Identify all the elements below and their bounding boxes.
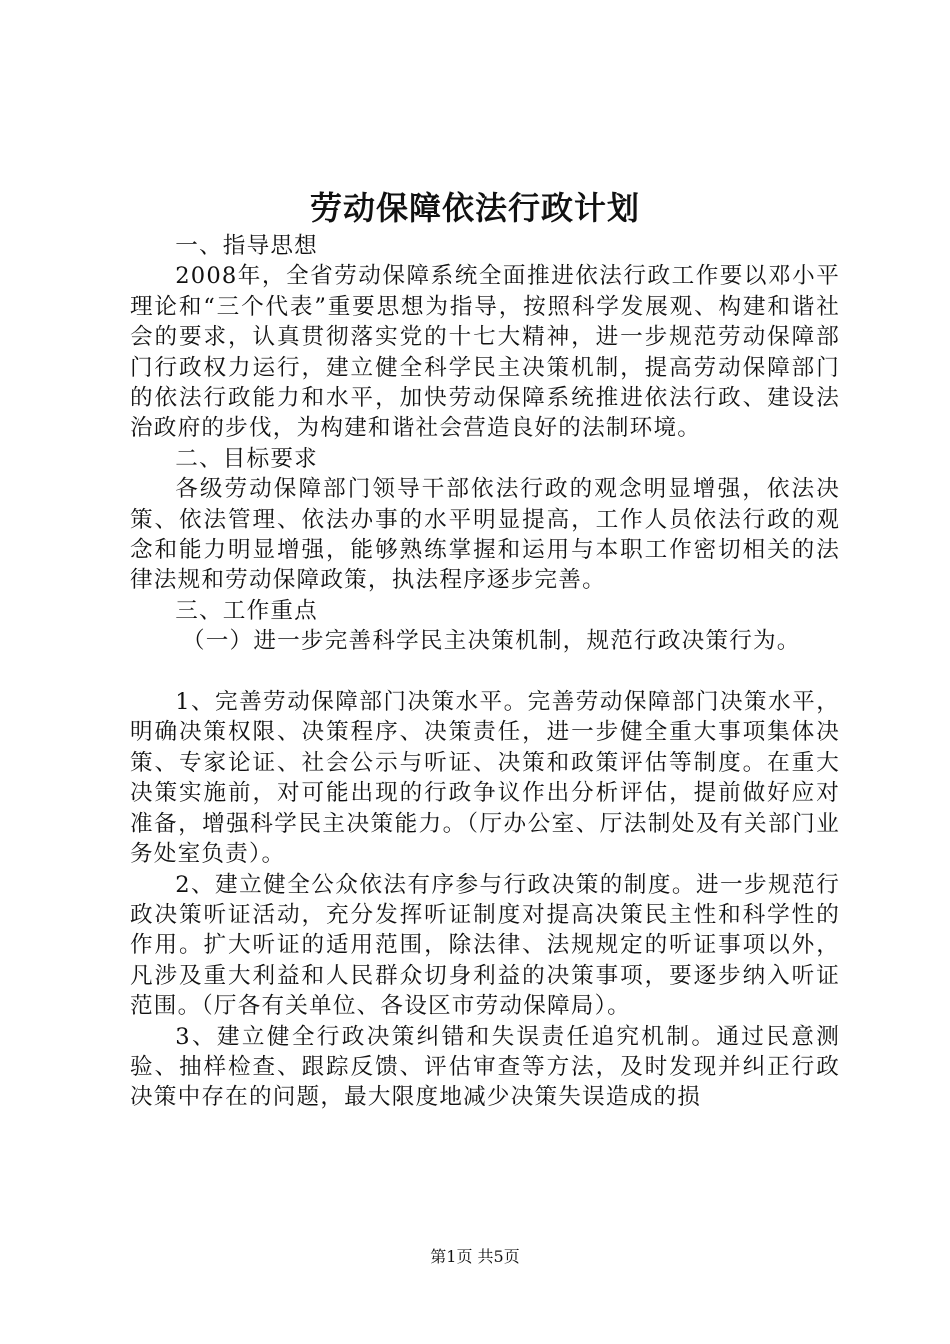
blank-line — [130, 657, 840, 687]
paragraph-guiding-ideology: 2008年，全省劳动保障系统全面推进依法行政工作要以邓小平理论和“三个代表”重要思想为指导，按照科学发展观、构建和谐社会的要求，认真贯彻落实党的十七大精神，进一步规范劳动保障部门行政权力运行，建立健全科学民主决策机制，提高劳动保障部门的依法行政能力和水平，加快劳动保障系统推进依法行政、建设法治政府的步伐，为构建和谐社会营造良好的法制环境。 — [130, 263, 840, 442]
paragraph-item-3: 3、建立健全行政决策纠错和失误责任追究机制。通过民意测验、抽样检查、跟踪反馈、评估审查等方法，及时发现并纠正行政决策中存在的问题，最大限度地减少决策失误造成的损 — [130, 1023, 840, 1111]
document-title: 劳动保障依法行政计划 — [309, 189, 640, 227]
section-heading-work-focus: 三、工作重点 — [175, 597, 318, 624]
paragraph-item-2: 2、建立健全公众依法有序参与行政决策的制度。进一步规范行政决策听证活动，充分发挥听证制度对提高决策民主性和科学性的作用。扩大听证的适用范围，除法律、法规规定的听证事项以外，凡涉及重大利益和人民群众切身利益的决策事项，要逐步纳入听证范围。（厅各有关单位、各设区市劳动保障局）。 — [130, 871, 840, 1020]
subsection-heading-decision-mechanism: （一）进一步完善科学民主决策机制，规范行政决策行为。 — [181, 628, 801, 655]
section-heading-guiding-ideology: 一、指导思想 — [175, 233, 318, 259]
section-heading-goals: 二、目标要求 — [175, 445, 318, 472]
paragraph-goals: 各级劳动保障部门领导干部依法行政的观念明显增强，依法决策、依法管理、依法办事的水平明显提高，工作人员依法行政的观念和能力明显增强，能够熟练掌握和运用与本职工作密切相关的法律法规和劳动保障政策，执法程序逐步完善。 — [130, 476, 840, 594]
document-body — [130, 231, 840, 1113]
page-number-footer: 第1页 共5页 — [430, 1247, 520, 1266]
paragraph-item-1: 1、完善劳动保障部门决策水平。完善劳动保障部门决策水平，明确决策权限、决策程序、决策责任，进一步健全重大事项集体决策、专家论证、社会公示与听证、决策和政策评估等制度。在重大决策实施前，对可能出现的行政争议作出分析评估，提前做好应对准备，增强科学民主决策能力。（厅办公室、厅法制处及有关部门业务处室负责）。 — [130, 689, 840, 868]
